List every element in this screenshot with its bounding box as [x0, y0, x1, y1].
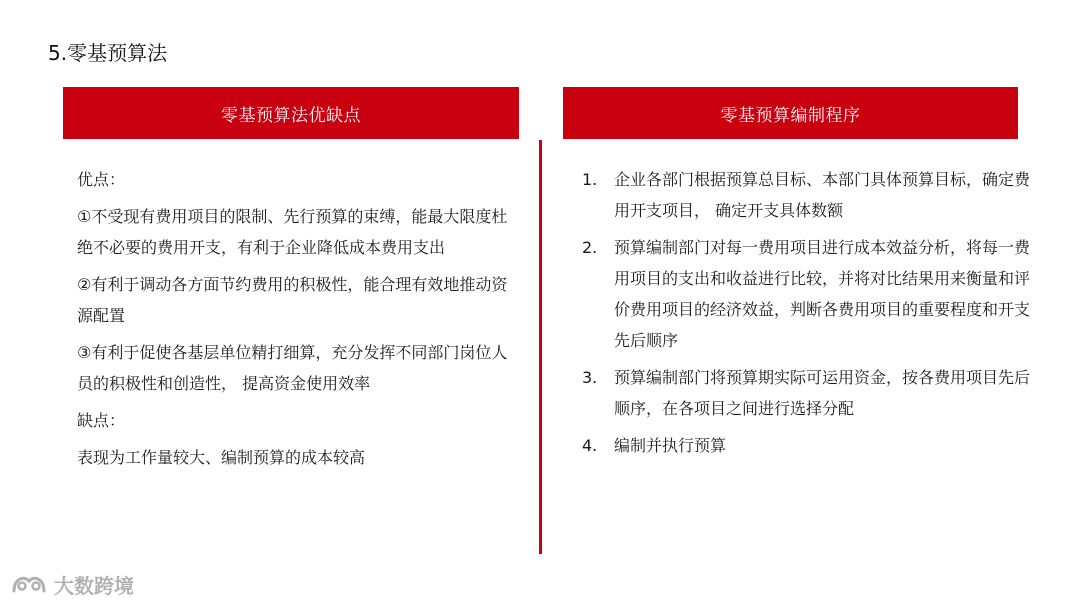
step-number: 3. — [582, 368, 598, 387]
list-item — [582, 362, 1032, 424]
step-number: 2. — [582, 238, 598, 257]
pro-item-2: ②有利于调动各方面节约费用的积极性，能合理有效地推动资源配置 — [77, 275, 508, 325]
step-text: 编制并执行预算 — [614, 436, 727, 455]
pro-item-1: ①不受现有费用项目的限制、先行预算的束缚，能最大限度杜绝不必要的费用开支，有利于企业降低成本费用支出 — [77, 207, 508, 257]
list-item — [582, 164, 1032, 226]
watermark-text: 大数跨境 — [54, 573, 134, 598]
procedure-header-label: 零基预算编制程序 — [720, 105, 861, 126]
logo-icon — [10, 571, 48, 597]
cons-label: 缺点： — [77, 411, 126, 430]
pros-cons-header-label: 零基预算法优缺点 — [221, 105, 361, 126]
list-item — [582, 430, 1032, 461]
pros-label: 优点： — [77, 170, 126, 189]
pros-cons-header — [63, 87, 519, 139]
page-title: 5.零基预算法 — [48, 41, 168, 65]
pros-cons-content — [77, 164, 517, 479]
step-text: 预算编制部门对每一费用项目进行成本效益分析，将每一费用项目的支出和收益进行比较，并将对比结果用来衡量和评价费用项目的经济效益，判断各费用项目的重要程度和开支先后顺序 — [614, 238, 1031, 350]
list-item — [582, 232, 1032, 356]
step-number: 4. — [582, 436, 598, 455]
step-text: 预算编制部门将预算期实际可运用资金，按各费用项目先后顺序，在各项目之间进行选择分配 — [614, 368, 1031, 418]
step-text: 企业各部门根据预算总目标、本部门具体预算目标，确定费用开支项目， 确定开支具体数额 — [614, 170, 1031, 220]
watermark — [10, 570, 134, 598]
procedure-header — [563, 87, 1018, 139]
column-divider — [539, 140, 542, 554]
con-item-1: 表现为工作量较大、编制预算的成本较高 — [77, 448, 366, 467]
pro-item-3: ③有利于促使各基层单位精打细算，充分发挥不同部门岗位人员的积极性和创造性， 提高资金使用效率 — [77, 343, 508, 393]
procedure-steps — [582, 164, 1032, 467]
step-number: 1. — [582, 170, 598, 189]
